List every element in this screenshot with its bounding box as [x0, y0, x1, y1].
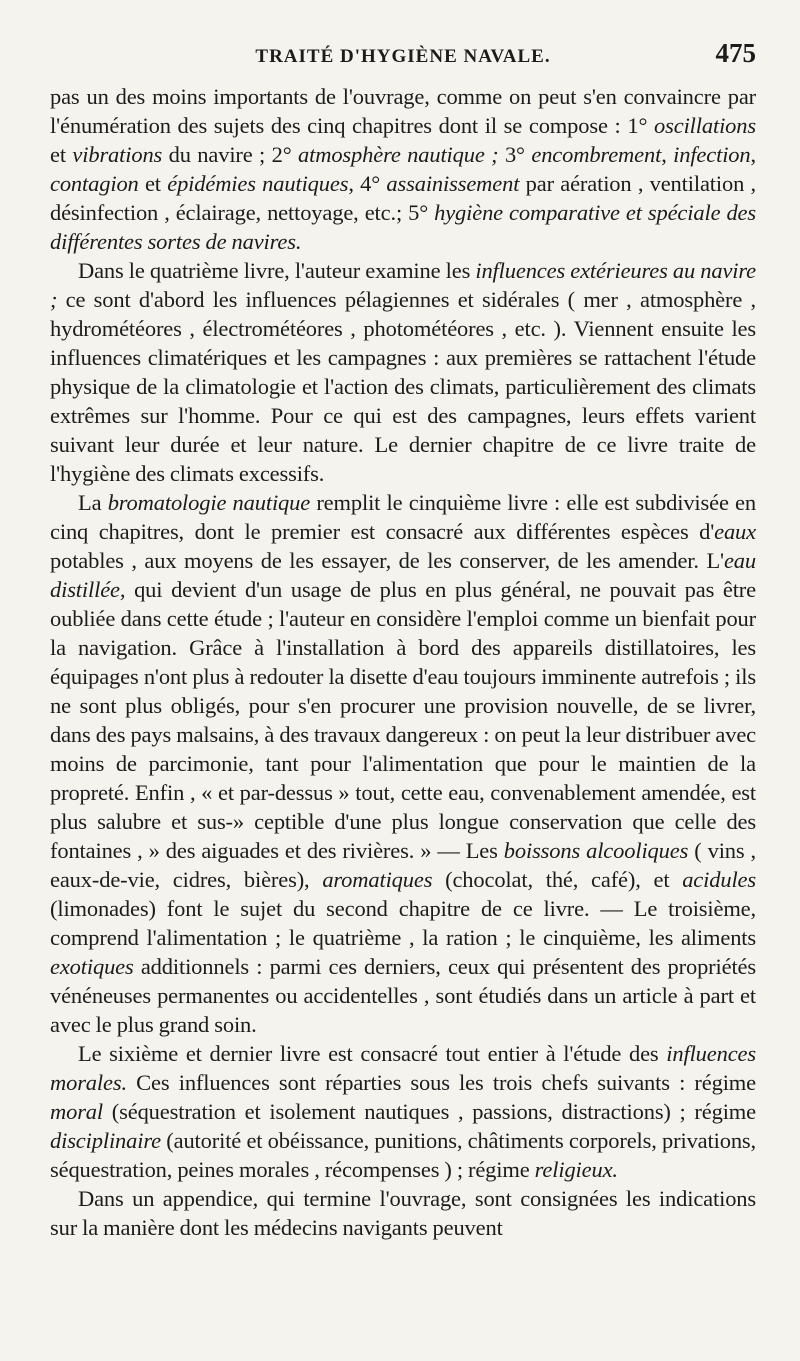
- text-run: Dans le quatrième livre, l'auteur examine les: [78, 258, 476, 283]
- text-run: remplit le cinquième livre : elle est subdivisée en cinq chapitres, dont le premier est consacré aux différentes espèces d': [50, 490, 756, 544]
- italic-text-run: eaux: [714, 519, 756, 544]
- text-run: , 4°: [348, 171, 387, 196]
- text-run: du navire ; 2°: [162, 142, 299, 167]
- paragraph: [50, 256, 756, 488]
- text-run: ( vins , eaux-de-vie, cidres, bières),: [50, 838, 757, 892]
- text-run: par aération , ventilation , désinfection , éclairage, nettoyage, etc.; 5°: [50, 171, 756, 225]
- italic-text-run: aromatiques: [322, 867, 433, 892]
- italic-text-run: influences extérieures au navire ;: [50, 258, 756, 312]
- text-run: (autorité et obéissance, punitions, châtiments corporels, privations, séquestration, peines morales , récompenses ) ; régime: [50, 1128, 756, 1182]
- text-run: ,: [661, 142, 674, 167]
- text-run: additionnels : parmi ces derniers, ceux qui présentent des propriétés vénéneuses permanentes ou accidentelles , sont étudiés dans un article à part et avec le plus grand soin.: [50, 954, 756, 1037]
- text-run: (limonades) font le sujet du second chapitre de ce livre. — Le troisième, comprend l'alimentation ; le quatrième , la ration ; le cinquième, les aliments: [50, 896, 756, 950]
- text-run: et: [138, 171, 168, 196]
- italic-text-run: exotiques: [50, 954, 134, 979]
- running-head: [50, 38, 756, 78]
- text-run: La: [78, 490, 108, 515]
- running-title: TRAITÉ D'HYGIÈNE NAVALE.: [255, 46, 551, 67]
- italic-text-run: infection: [673, 142, 751, 167]
- italic-text-run: vibrations: [72, 142, 163, 167]
- text-run: (chocolat, thé, café), et: [432, 867, 683, 892]
- paragraph: [50, 1039, 756, 1184]
- page-number: 475: [715, 38, 756, 68]
- italic-text-run: influences morales.: [50, 1041, 756, 1095]
- text-run: qui devient d'un usage de plus en plus général, ne pouvait pas être oubliée dans cette étude ; l'auteur en considère l'emploi comme un bienfait pour la navigation. Grâce à l'installation à bord des appareils distillatoires, les équipages n'ont plus à redouter la disette d'eau toujours imminente autrefois ; ils ne sont plus obligés, pour s'en procurer une provision nouvelle, de se livrer, dans des pays malsains, à des travaux dangereux : on peut la leur distribuer avec moins de parcimonie, tant pour l'alimentation que pour le maintien de la propreté. Enfin , « et par-dessus » tout, cette eau, convenablement amendée, est plus salubre et sus-» ceptible d'une plus longue conservation que celle des fontaines , » des aiguades et des rivières. » — Les: [50, 577, 756, 863]
- text-run: Dans un appendice, qui termine l'ouvrage, sont consignées les indications sur la manière dont les médecins navigants peuvent: [50, 1186, 756, 1240]
- italic-text-run: atmosphère nautique ;: [298, 142, 499, 167]
- italic-text-run: oscillations: [654, 113, 756, 138]
- text-run: Ces influences sont réparties sous les trois chefs suivants : régime: [126, 1070, 756, 1095]
- italic-text-run: eau distillée,: [50, 548, 756, 602]
- italic-text-run: contagion: [50, 171, 139, 196]
- italic-text-run: hygiène comparative et spéciale des différentes sortes de navires.: [50, 200, 756, 254]
- italic-text-run: religieux.: [534, 1157, 618, 1182]
- italic-text-run: moral: [50, 1099, 104, 1124]
- body-text: [50, 82, 756, 1242]
- paragraph: [50, 1184, 756, 1242]
- italic-text-run: bromatologie nautique: [107, 490, 311, 515]
- italic-text-run: boissons alcooliques: [503, 838, 689, 863]
- italic-text-run: acidules: [682, 867, 756, 892]
- italic-text-run: épidémies nautiques: [167, 171, 349, 196]
- text-run: et: [50, 142, 73, 167]
- paragraph: [50, 82, 756, 256]
- text-run: 3°: [498, 142, 532, 167]
- text-run: pas un des moins importants de l'ouvrage, comme on peut s'en convaincre par l'énumération des sujets des cinq chapitres dont il se compose : 1°: [50, 84, 756, 138]
- text-run: potables , aux moyens de les essayer, de les conserver, de les amender. L': [50, 548, 724, 573]
- italic-text-run: assainissement: [386, 171, 520, 196]
- paragraph: [50, 488, 756, 1039]
- text-run: Le sixième et dernier livre est consacré tout entier à l'étude des: [78, 1041, 667, 1066]
- italic-text-run: disciplinaire: [50, 1128, 161, 1153]
- text-run: (séquestration et isolement nautiques , passions, distractions) ; régime: [103, 1099, 756, 1124]
- text-run: ,: [750, 142, 756, 167]
- italic-text-run: encombrement: [531, 142, 662, 167]
- text-run: ce sont d'abord les influences pélagiennes et sidérales ( mer , atmosphère , hydrométéores , électrométéores , photométéores , etc. ). Viennent ensuite les influences climatériques et les campagnes : aux premières se rattachent l'étude physique de la climatologie et l'action des climats, particulièrement des climats extrêmes sur l'homme. Pour ce qui est des campagnes, leurs effets varient suivant leur durée et leur nature. Le dernier chapitre de ce livre traite de l'hygiène des climats excessifs.: [50, 287, 756, 486]
